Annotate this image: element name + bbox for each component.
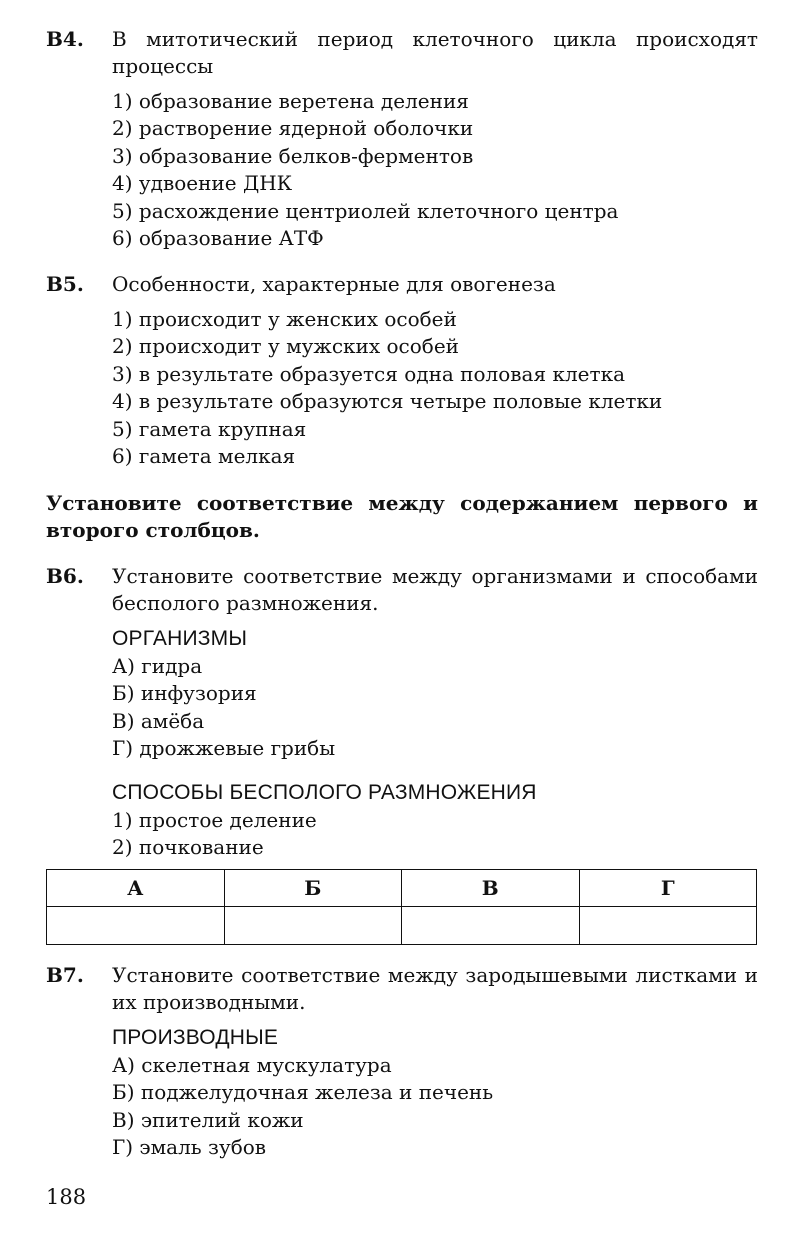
table-header-row (47, 870, 757, 907)
list-item: 1) простое деление (112, 807, 317, 832)
answer-cell[interactable] (402, 907, 580, 945)
column-heading: ОРГАНИЗМЫ (112, 627, 248, 650)
table-header-cell: А (47, 870, 225, 907)
option-item: 1) образование веретена деления (112, 89, 469, 113)
question-number: B7. (46, 963, 84, 987)
answer-cell[interactable] (47, 907, 225, 945)
question-b5 (46, 271, 758, 486)
list-item: А) скелетная мускулатура (112, 1053, 392, 1077)
list-item: Б) инфузория (112, 681, 257, 706)
option-item: 3) образование белков-ферментов (112, 143, 474, 168)
list-item: Б) поджелудочная железа и печень (112, 1080, 494, 1105)
answer-cell[interactable] (224, 907, 402, 945)
question-b6 (46, 563, 758, 877)
methods-list (112, 807, 758, 862)
question-number: B4. (46, 27, 84, 51)
question-b7 (46, 962, 758, 1178)
option-item: 2) происходит у мужских особей (112, 334, 459, 359)
options-list (112, 88, 758, 252)
list-item: 2) почкование (112, 835, 264, 860)
list-item: А) гидра (112, 654, 203, 678)
option-item: 3) в результате образуется одна половая клетка (112, 361, 625, 386)
option-item: 6) гамета мелкая (112, 444, 296, 469)
question-b4 (46, 26, 758, 268)
table-header-cell: Г (579, 870, 757, 907)
options-list (112, 306, 758, 470)
table-header-cell: Б (224, 870, 402, 907)
option-item: 4) в результате образуются четыре половые клетки (112, 389, 663, 414)
column-heading: СПОСОБЫ БЕСПОЛОГО РАЗМНОЖЕНИЯ (112, 780, 537, 804)
question-text: Установите соответствие между зародышевыми листками и их производными. (112, 963, 758, 1014)
section-title: Установите соответствие между содержанием первого и второго столбцов. (46, 491, 758, 542)
table-header-cell: В (402, 870, 580, 907)
option-item: 5) расхождение центриолей клеточного центра (112, 198, 619, 223)
option-item: 2) растворение ядерной оболочки (112, 116, 474, 141)
answer-cell[interactable] (579, 907, 757, 945)
question-text: В митотический период клеточного цикла происходят процессы (112, 27, 758, 78)
question-text: Установите соответствие между организмами и способами бесполого размножения. (112, 564, 758, 615)
question-number: B5. (46, 272, 84, 296)
list-item: В) амёба (112, 708, 205, 733)
derivatives-list (112, 1052, 758, 1162)
option-item: 4) удвоение ДНК (112, 171, 293, 196)
table-answer-row (47, 907, 757, 945)
list-item: Г) эмаль зубов (112, 1135, 267, 1160)
option-item: 6) образование АТФ (112, 226, 324, 251)
list-item: В) эпителий кожи (112, 1107, 304, 1132)
organisms-list (112, 653, 758, 763)
list-item: Г) дрожжевые грибы (112, 736, 336, 761)
option-item: 5) гамета крупная (112, 416, 307, 441)
question-text: Особенности, характерные для овогенеза (112, 272, 556, 296)
column-heading: ПРОИЗВОДНЫЕ (112, 1026, 279, 1049)
page-number: 188 (46, 1185, 87, 1209)
option-item: 1) происходит у женских особей (112, 307, 457, 331)
answer-table (46, 869, 757, 945)
question-number: B6. (46, 564, 84, 588)
